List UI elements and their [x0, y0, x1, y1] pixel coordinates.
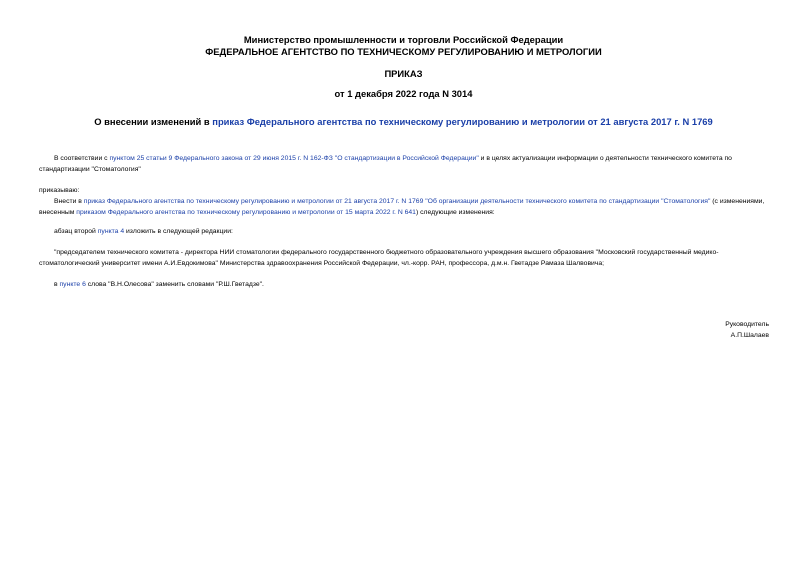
title-prefix: О внесении изменений в	[94, 116, 213, 127]
agency-name: ФЕДЕРАЛЬНОЕ АГЕНТСТВО ПО ТЕХНИЧЕСКОМУ РЕГУЛИРОВАНИЮ И МЕТРОЛОГИИ	[205, 46, 602, 57]
paragraph-amendment	[39, 197, 771, 218]
document-title	[0, 116, 807, 127]
clause-4-link[interactable]: пункта 4	[97, 228, 125, 235]
p4-text-2: изложить в следующей редакции:	[124, 228, 233, 235]
title-order-link[interactable]: приказ Федерального агентства по техническому регулированию и метрологии от 21 августа 2017 г. N 1769	[212, 116, 713, 127]
p3-text-2: (с изменениями, внесенным	[39, 198, 765, 216]
paragraph-clause-4	[39, 227, 771, 238]
p6-text-2: слова "В.Н.Олесова" заменить словами "Р.Ш.Гветадзе".	[85, 281, 264, 288]
signatory-position: Руководитель	[725, 321, 769, 328]
p5-text-1: "председателем технического комитета - директора НИИ стоматологии федерального государственного бюджетного образовательного учреждения высшего образования "Московский государственный медико-стоматологический университет имени А.И.Евдокимова" Министерства здравоохранения Российской Федерации, чл.-корр. РАН, профессора, д.м.н. Гветадзе Рамаза Шалвовича;	[39, 249, 719, 267]
p1-text-2: и в целях актуализации информации о деятельности технического комитета по стандартизации "Стоматология"	[39, 155, 732, 173]
order-1769-link[interactable]: приказ Федерального агентства по техническому регулированию и метрологии от 21 августа 2017 г. N 1769 "Об организации деятельности технического комитета по стандартизации "Стоматология"	[83, 198, 711, 205]
clause-6-link[interactable]: пункте 6	[59, 281, 86, 288]
p4-text-1: абзац второй	[54, 228, 98, 235]
paragraph-basis	[39, 154, 771, 175]
order-641-link[interactable]: приказом Федерального агентства по техническому регулированию и метрологии от 15 марта 2022 г. N 641	[76, 208, 416, 216]
p3-text-1: Внести в	[54, 198, 84, 205]
p2-text-1: приказываю:	[39, 187, 80, 194]
p1-text-1: В соответствии с	[54, 155, 110, 162]
paragraph-clause-6	[39, 280, 771, 291]
signatory-name: А.П.Шалаев	[730, 332, 769, 339]
p3-text-3: ) следующие изменения:	[415, 208, 495, 216]
p6-text-1: в	[54, 281, 60, 288]
paragraph-order-word	[39, 186, 771, 197]
ministry-name: Министерство промышленности и торговли Российской Федерации	[243, 34, 564, 45]
document-type: ПРИКАЗ	[384, 68, 423, 79]
paragraph-chairman	[39, 248, 771, 269]
document-date-number: от 1 декабря 2022 года N 3014	[334, 88, 473, 99]
federal-law-link[interactable]: пунктом 25 статьи 9 Федерального закона от 29 июня 2015 г. N 162-ФЗ "О стандартизации в Российской Федерации"	[109, 155, 479, 162]
